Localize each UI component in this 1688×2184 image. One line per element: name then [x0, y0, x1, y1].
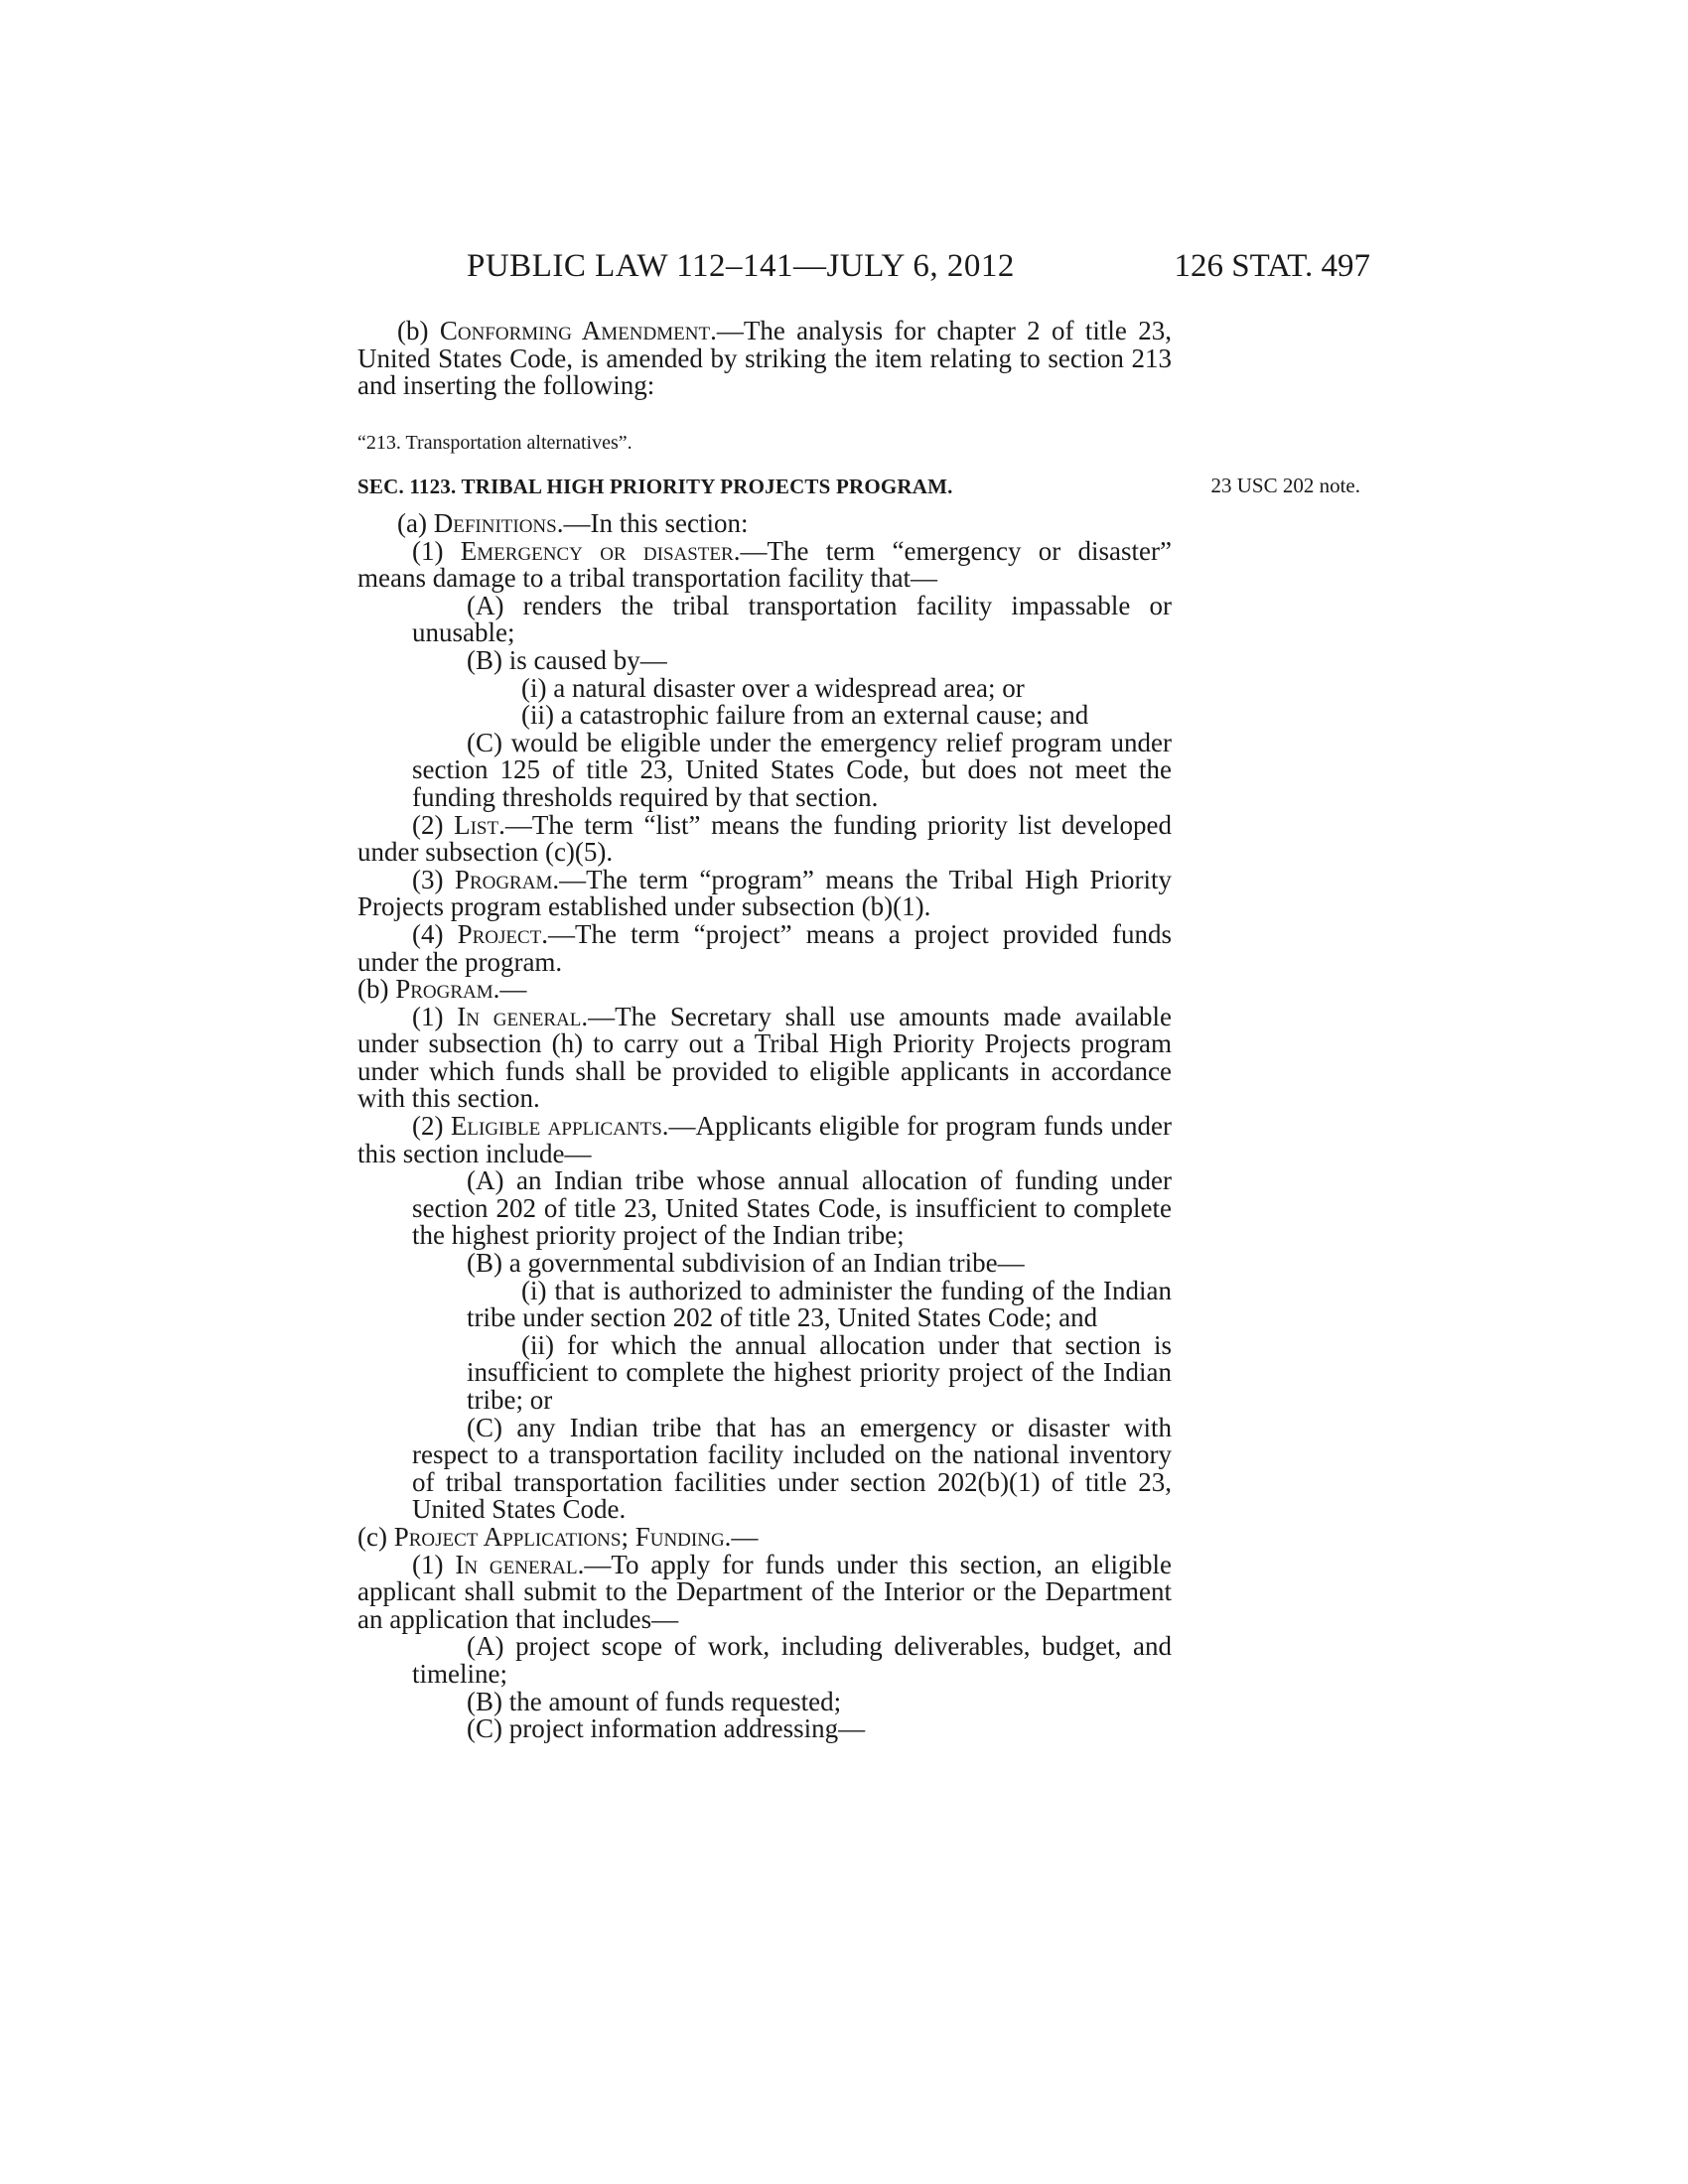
item-b2Bii: (ii) for which the annual allocation under that section is insufficient to complete the highest priority project of the Indian tribe; or [467, 1329, 1172, 1415]
paragraph-a3: (3) Program.—The term “program” means the Tribal High Priority Projects program established under subsection (b)(1). [357, 864, 1173, 922]
conforming-heading: Conforming Amendment [439, 316, 711, 345]
conforming-amendment-paragraph: (b) Conforming Amendment.—The analysis for chapter 2 of title 23, United States Code, is amended by striking the item relating to section 213 and inserting the following: [357, 316, 1172, 401]
item-a1Bi: (i) a natural disaster over a widespread area; or [521, 672, 1025, 703]
clause-c1C: (C) project information addressing— [467, 1713, 866, 1744]
subsection-b: (b) Program.— [357, 974, 527, 1005]
clause-b2A: (A) an Indian tribe whose annual allocation of funding under section 202 of title 23, United States Code, is insufficient to complete the highest priority project of the Indian tribe; [412, 1165, 1172, 1251]
clause-b2C: (C) any Indian tribe that has an emergency or disaster with respect to a transportation facility included on the national inventory of tribal transportation facilities under section 202(b)(1) of title 23, United States Code. [412, 1412, 1172, 1525]
paragraph-a4: (4) Project.—The term “project” means a project provided funds under the program. [357, 918, 1172, 977]
running-header [357, 248, 1370, 288]
margin-note: 23 USC 202 note. [1210, 474, 1360, 497]
item-b2Bi: (i) that is authorized to administer the funding of the Indian tribe under section 202 of title 23, United States Code; and [467, 1275, 1172, 1333]
item-a1Bii: (ii) a catastrophic failure from an external cause; and [521, 700, 1089, 731]
clause-a1B: (B) is caused by— [467, 644, 667, 675]
paragraph-a2: (2) List.—The term “list” means the funding priority list developed under subsection (c)(5). [357, 809, 1173, 868]
clause-a1C: (C) would be eligible under the emergency relief program under section 125 of title 23, United States Code, but does not meet the funding thresholds required by that section. [412, 727, 1172, 812]
section-heading: SEC. 1123. TRIBAL HIGH PRIORITY PROJECTS PROGRAM. [357, 475, 953, 498]
paragraph-b1: (1) In general.—The Secretary shall use amounts made available under subsection (h) to carry out a Tribal High Priority Projects program under which funds shall be provided to eligible applicants in accordance with this section. [357, 1001, 1172, 1114]
statute-page-number: 126 STAT. 497 [1174, 248, 1370, 284]
page-title: PUBLIC LAW 112–141—JULY 6, 2012 [467, 248, 1015, 284]
inserted-table-item: “213. Transportation alternatives”. [357, 432, 633, 454]
clause-c1B: (B) the amount of funds requested; [467, 1686, 842, 1716]
paragraph-c1: (1) In general.—To apply for funds under this section, an eligible applicant shall submit to the Department of the Interior or the Department an application that includes— [357, 1549, 1173, 1634]
paragraph-b2: (2) Eligible applicants.—Applicants eligible for program funds under this section include— [357, 1111, 1172, 1168]
subsection-c: (c) Project Applications; Funding.— [357, 1521, 759, 1552]
paragraph-a1: (1) Emergency or disaster.—The term “emergency or disaster” means damage to a tribal transportation facility that— [357, 535, 1172, 594]
clause-b2B: (B) a governmental subdivision of an Indian tribe— [467, 1248, 1025, 1279]
section-body [357, 510, 1172, 1743]
subsection-a: (a) Definitions.—In this section: [397, 508, 749, 538]
clause-c1A: (A) project scope of work, including deliverables, budget, and timeline; [412, 1631, 1172, 1689]
clause-a1A: (A) renders the tribal transportation facility impassable or unusable; [412, 590, 1172, 648]
